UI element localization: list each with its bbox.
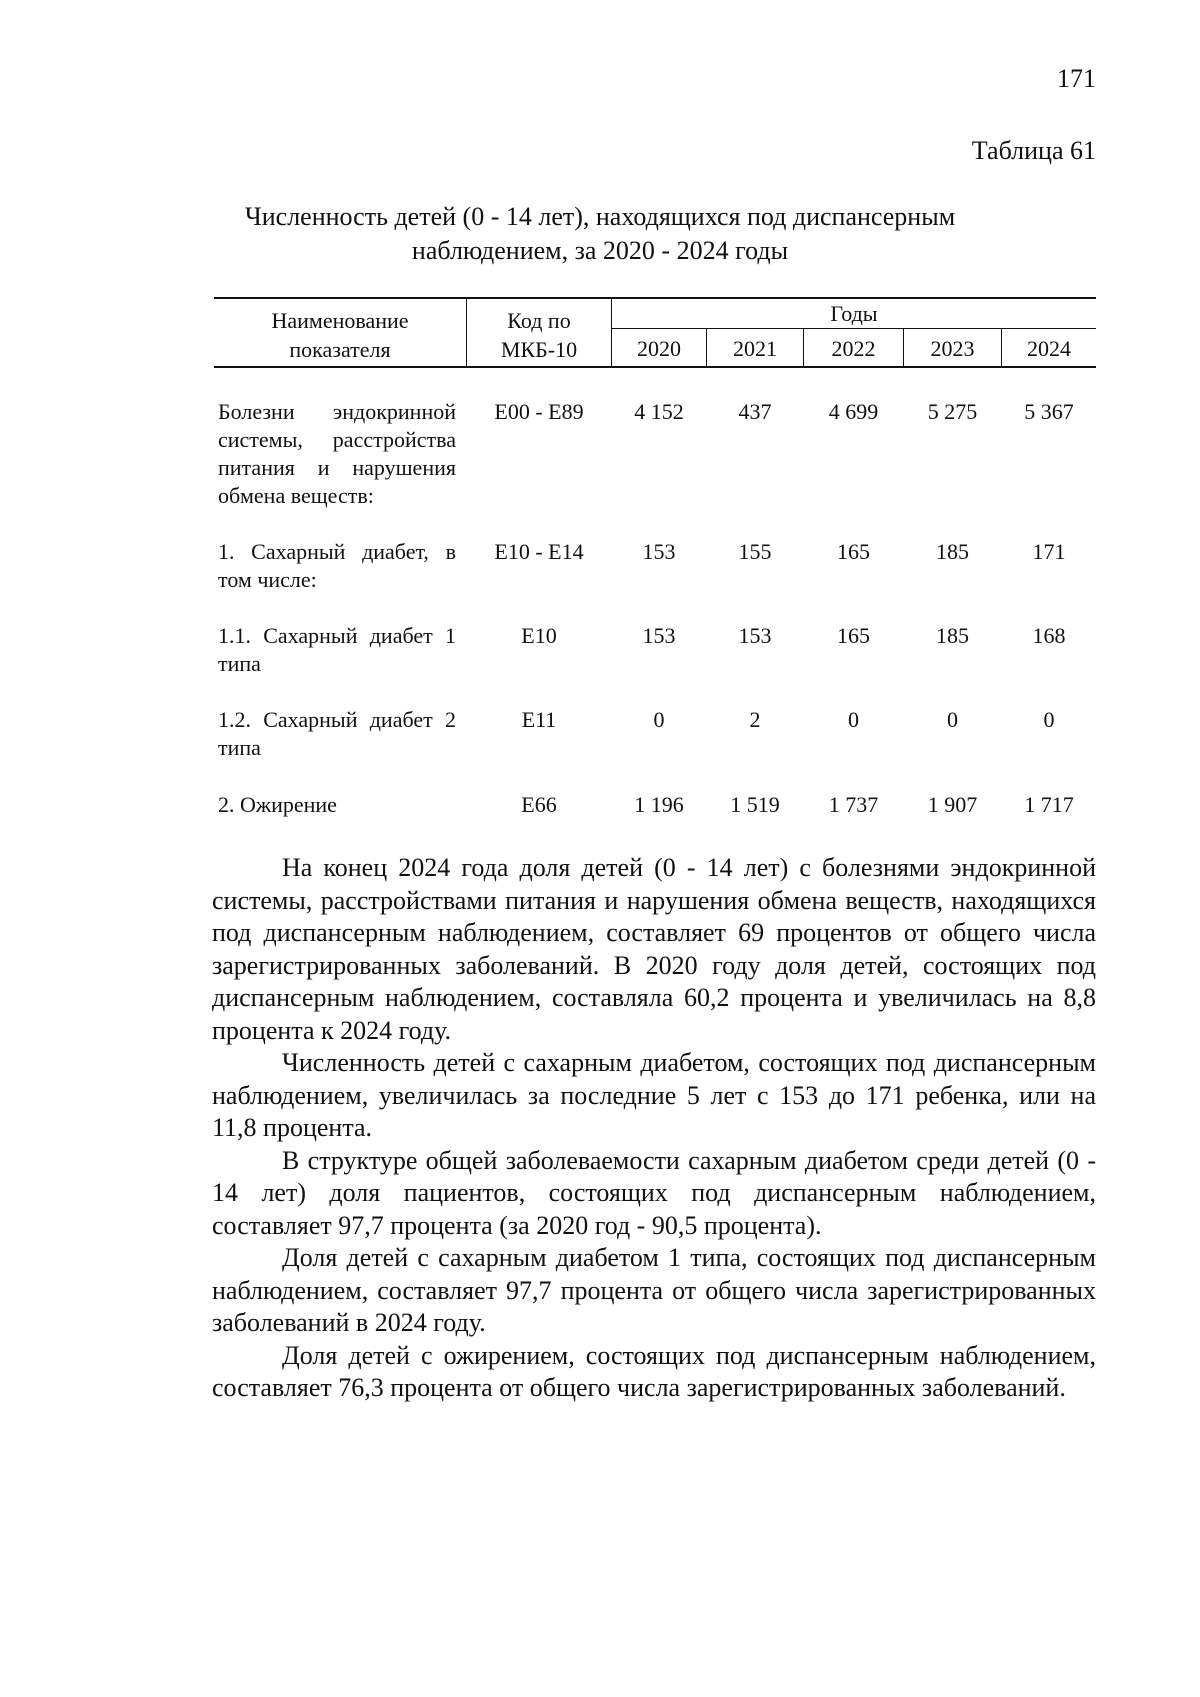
header-year-2023: 2023 (930, 336, 975, 361)
row-name: 2. Ожирение (218, 792, 337, 817)
row-value-2022: 0 (848, 707, 859, 732)
row-name: 1. Сахарный диабет, в том числе: (218, 539, 456, 592)
header-bottom-rule (214, 366, 1096, 368)
caption-line-2: наблюдением, за 2020 - 2024 годы (411, 236, 789, 265)
row-value-2020: 153 (642, 539, 676, 564)
header-year-2022: 2022 (831, 336, 876, 361)
row-code: E10 - E14 (494, 539, 584, 564)
row-code: E00 - E89 (494, 399, 584, 424)
row-value-2024: 171 (1032, 539, 1066, 564)
row-code: E66 (521, 792, 557, 817)
table-caption (150, 200, 1050, 268)
row-value-2024: 1 717 (1024, 792, 1074, 817)
row-value-2023: 1 907 (927, 792, 978, 817)
row-value-2022: 4 699 (828, 399, 879, 424)
row-value-2022: 1 737 (828, 792, 879, 817)
header-years: Годы (830, 301, 878, 326)
paragraph: Доля детей с сахарным диабетом 1 типа, состоящих под диспансерным наблюдением, составляет 97,7 процента от общего числа зарегистрированных заболеваний в 2024 году. (212, 1243, 1096, 1337)
row-code: E10 (521, 623, 557, 648)
row-value-2020: 1 196 (634, 792, 684, 817)
row-value-2023: 5 275 (927, 399, 978, 424)
row-value-2020: 153 (642, 623, 676, 648)
header-year-2024: 2024 (1027, 336, 1071, 361)
row-value-2022: 165 (837, 539, 870, 564)
row-value-2024: 0 (1043, 707, 1055, 732)
row-name: 1.2. Сахарный диабет 2 типа (218, 707, 456, 760)
row-value-2021: 153 (738, 623, 772, 648)
row-value-2021: 437 (738, 399, 772, 424)
years-divider-rule (612, 328, 1096, 329)
caption-line-1: Численность детей (0 - 14 лет), находящихся под диспансерным (244, 202, 956, 231)
row-value-2024: 168 (1032, 623, 1066, 648)
paragraph: На конец 2024 года доля детей (0 - 14 лет) с болезнями эндокринной системы, расстройствами питания и нарушения обмена веществ, находящихся под диспансерным наблюдением, составляет 69 процентов от общего числа зарегистрированных заболеваний. В 2020 году доля детей, состоящих под диспансерным наблюдением, составляла 60,2 процента и увеличилась на 8,8 процента к 2024 году. (212, 853, 1096, 1045)
row-value-2021: 2 (749, 707, 761, 732)
row-value-2024: 5 367 (1024, 399, 1074, 424)
header-code: Код по МКБ-10 (500, 308, 578, 362)
header-name: Наименование показателя (271, 308, 409, 362)
header-year-2021: 2021 (733, 336, 777, 361)
paragraph: Доля детей с ожирением, состоящих под диспансерным наблюдением, составляет 76,3 процента от общего числа зарегистрированных заболеваний. (212, 1340, 1096, 1402)
row-value-2020: 0 (653, 707, 665, 732)
row-name: Болезни эндокринной системы, расстройства питания и нарушения обмена веществ: (218, 399, 456, 508)
table-top-rule (214, 297, 1096, 299)
header-year-2020: 2020 (637, 336, 681, 361)
row-value-2021: 155 (738, 539, 772, 564)
row-value-2022: 165 (837, 623, 870, 648)
col-divider-1 (466, 299, 467, 367)
page-number: 171 (1057, 64, 1096, 93)
row-name: 1.1. Сахарный диабет 1 типа (218, 623, 456, 676)
paragraph: В структуре общей заболеваемости сахарным диабетом среди детей (0 - 14 лет) доля пациентов, состоящих под диспансерным наблюдением, составляет 97,7 процента (за 2020 год - 90,5 процента). (212, 1145, 1096, 1240)
row-value-2023: 185 (936, 539, 969, 564)
row-value-2023: 0 (947, 707, 958, 732)
row-value-2021: 1 519 (730, 792, 780, 817)
paragraph: Численность детей с сахарным диабетом, состоящих под диспансерным наблюдением, увеличилась за последние 5 лет с 153 до 171 ребенка, или на 11,8 процента. (212, 1048, 1096, 1142)
row-code: E11 (521, 707, 557, 732)
row-value-2023: 185 (936, 623, 969, 648)
row-value-2020: 4 152 (634, 399, 684, 424)
table-label: Таблица 61 (971, 136, 1096, 165)
body-text (212, 852, 1096, 1405)
